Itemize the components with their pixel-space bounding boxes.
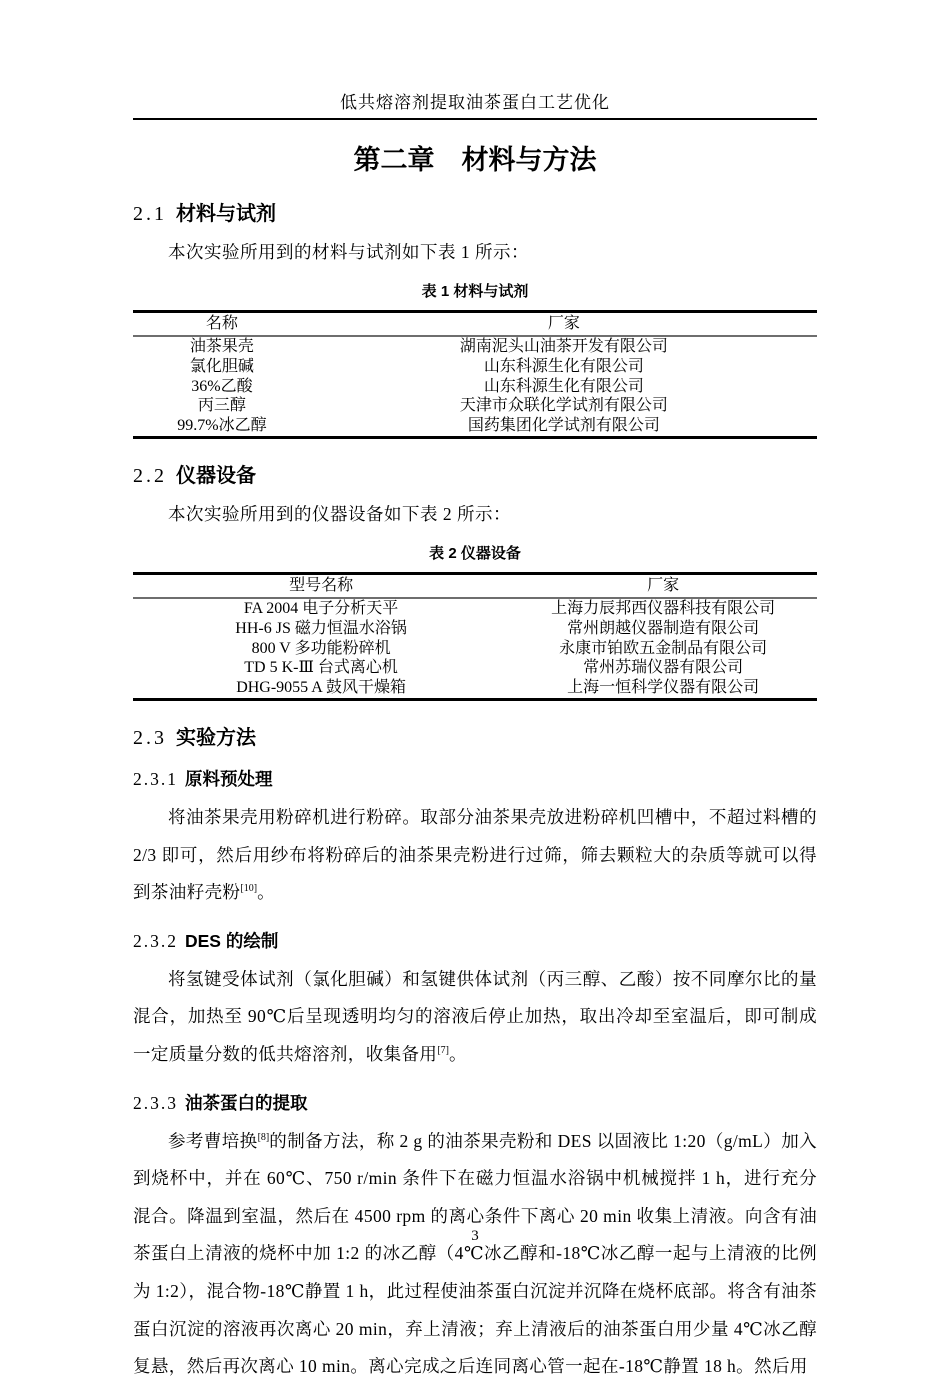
pretreatment-paragraph [133,799,817,912]
subsection-number: 2.3.1 [133,768,178,789]
column-header-name: 名称 [133,312,311,337]
table-row [133,396,817,416]
paragraph-text: 将氢键受体试剂（氯化胆碱）和氢键供体试剂（丙三醇、乙酸）按不同摩尔比的量混合，加热至 90℃后呈现透明均匀的溶液后停止加热，取出冷却至室温后，即可制成一定质量分数的低共熔溶剂，收集备用 [133,968,817,1064]
section-number: 2.3 [133,726,167,749]
table-cell: 上海力辰邦西仪器科技有限公司 [551,599,776,617]
subsection-label: DES 的绘制 [185,930,279,951]
equipment-intro-paragraph: 本次实验所用到的仪器设备如下表 2 所示： [168,503,511,524]
section-label: 材料与试剂 [176,203,276,225]
section-heading-methods [133,721,817,750]
section-heading-materials [133,197,817,226]
table2-caption: 表 2 仪器设备 [429,544,521,562]
table-row [133,619,817,639]
table-header-row [133,312,817,337]
materials-table-body [133,336,817,437]
table-row [133,416,817,437]
subsection-label: 原料预处理 [185,768,273,789]
chapter-title: 第二章 材料与方法 [353,145,597,175]
subsection-number: 2.3.2 [133,930,178,951]
table-cell: 氯化胆碱 [189,357,254,375]
table1-caption: 表 1 材料与试剂 [421,283,529,300]
table-cell: 国药集团化学试剂有限公司 [467,417,660,435]
table-cell: 800 V 多功能粉碎机 [251,639,391,657]
subsection-heading-des [133,928,817,953]
running-head: 低共熔溶剂提取油茶蛋白工艺优化 [133,0,817,120]
table-cell: 36%乙酸 [191,377,253,395]
extraction-paragraph [133,1123,817,1386]
equipment-table-head [133,573,817,598]
paragraph-text: 将油茶果壳用粉碎机进行粉碎。取部分油茶果壳放进粉碎机凹槽中，不超过料槽的 2/3 即可，然后用纱布将粉碎后的油茶果壳粉进行过筛，筛去颗粒大的杂质等就可以得到茶油籽壳粉 [133,806,817,903]
table-row [133,678,817,699]
citation-ref: [7] [437,1045,449,1057]
table-row [133,639,817,659]
table-cell: 山东科源生化有限公司 [483,377,644,395]
subsection-number: 2.3.3 [133,1092,178,1113]
section-number: 2.2 [133,464,167,487]
column-header-manufacturer: 厂家 [311,312,817,337]
section-label: 仪器设备 [176,464,256,487]
table-cell: 上海一恒科学仪器有限公司 [567,679,760,697]
table-cell: 永康市铂欧五金制品有限公司 [559,639,768,657]
table-cell: 油茶果壳 [189,338,254,355]
table-cell: 山东科源生化有限公司 [483,357,644,375]
table-cell: 常州朗越仪器制造有限公司 [567,619,760,637]
table-cell: 天津市众联化学试剂有限公司 [459,397,668,415]
section-number: 2.1 [133,203,167,225]
subsection-heading-pretreatment [133,766,817,791]
table-cell: DHG-9055 A 鼓风干燥箱 [236,679,406,697]
table-header-row [133,573,817,598]
table-row [133,658,817,678]
table-cell: TD 5 K-Ⅲ 台式离心机 [244,659,398,677]
materials-table-head [133,312,817,337]
table-row [133,598,817,619]
page-number: 3 [471,1228,479,1244]
table-row [133,377,817,397]
paragraph-text: 参考曹培换 [168,1130,258,1151]
subsection-label: 油茶蛋白的提取 [185,1092,308,1113]
equipment-table-body [133,598,817,699]
equipment-table [133,572,817,701]
paragraph-text: 的制备方法，称 2 g 的油茶果壳粉和 DES 以固液比 1:20（g/mL）加入到烧杯中，并在 60℃、750 r/min 条件下在磁力恒温水浴锅中机械搅拌 1 h，进行充分混合。降温到室温，然后在 4500 rpm 的离心条件下离心 20 min 收集上清液。向含有油茶蛋白上清液的烧杯中加 1:2 的冰乙醇（4℃冰乙醇和-18℃冰乙醇一起与上清液的比例为 1:2），混合物-18℃静置 1 h，此过程使油茶蛋白沉淀并沉降在烧杯底部。将含有油茶蛋白沉淀的溶液再次离心 20 min，弃上清液；弃上清液后的油茶蛋白用少量 4℃冰乙醇复悬，然后再次离心 10 min。离心完成之后连同离心管一起在-18℃静置 18 h。然后用 [133,1130,818,1377]
table-cell: HH-6 JS 磁力恒温水浴锅 [235,619,407,637]
materials-intro-paragraph: 本次实验所用到的材料与试剂如下表 1 所示： [168,242,529,262]
column-header-manufacturer: 厂家 [509,573,817,598]
table-cell: 常州苏瑞仪器有限公司 [583,659,744,677]
column-header-model: 型号名称 [133,573,509,598]
paragraph-text: 。 [257,882,275,903]
paragraph-text: 。 [448,1043,467,1064]
citation-ref: [8] [257,1131,270,1143]
materials-table [133,310,817,439]
section-label: 实验方法 [176,726,256,749]
section-heading-equipment [133,459,817,488]
table-cell: 99.7%冰乙醇 [177,417,267,435]
des-paragraph [133,961,817,1074]
subsection-heading-extraction [133,1090,817,1115]
table-cell: 丙三醇 [197,397,246,415]
table-cell: 湖南泥头山油茶开发有限公司 [459,338,668,355]
citation-ref: [10] [240,883,258,895]
table-cell: FA 2004 电子分析天平 [243,599,399,617]
table-row [133,357,817,377]
table-row [133,336,817,357]
